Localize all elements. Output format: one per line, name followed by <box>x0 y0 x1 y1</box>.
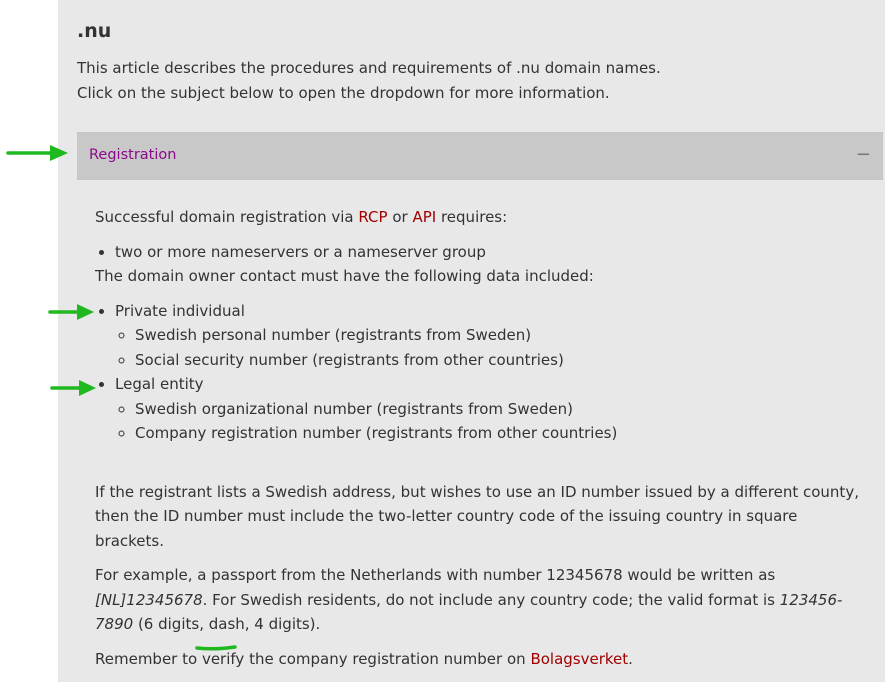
verify-link[interactable]: verify <box>201 649 245 668</box>
accordion-registration-header[interactable] <box>77 132 883 180</box>
rcp-link[interactable]: RCP <box>358 208 388 226</box>
list-item: ◦ Social security number (registrants from other countries) <box>135 348 865 373</box>
owner-contact-text: The domain owner contact must have the following data included: <box>95 267 594 285</box>
bolagsverket-link[interactable]: Bolagsverket <box>530 649 629 668</box>
list-item: ◦ Company registration number (registrants from other countries) <box>135 421 865 446</box>
accordion-title: Registration <box>89 147 177 163</box>
text: the company registration number on <box>244 649 531 668</box>
intro-text <box>77 56 857 106</box>
api-link[interactable]: API <box>412 208 437 226</box>
annotation-arrow-icon <box>48 302 96 322</box>
owner-data-list <box>95 299 865 446</box>
requirements-intro <box>95 205 865 230</box>
text: (6 digits, dash, 4 digits). <box>133 615 321 633</box>
annotation-arrow-icon <box>50 378 98 398</box>
collapse-icon[interactable]: − <box>855 144 871 165</box>
text: . <box>628 649 633 668</box>
list-item: ◦ Swedish organizational number (registrants from Sweden) <box>135 397 865 422</box>
accordion-content <box>95 205 865 671</box>
annotation-underline <box>195 644 237 652</box>
text: . For Swedish residents, do not include any country code; the valid format is <box>202 590 780 609</box>
annotation-arrow-icon <box>6 143 70 163</box>
list-item-legal <box>115 372 865 446</box>
intro-line-1: This article describes the procedures and requirements of .nu domain names. <box>77 59 661 77</box>
list-item: • two or more nameservers or a nameserver group <box>115 240 865 265</box>
legal-sublist <box>115 397 865 446</box>
list-item-label: Legal entity <box>115 375 204 393</box>
text: For example, a passport from the Netherlands with number 12345678 would be written as <box>95 566 776 584</box>
example-text <box>95 563 865 637</box>
example-format: 123456-7890 <box>95 590 843 633</box>
intro-line-2: Click on the subject below to open the dropdown for more information. <box>77 84 610 102</box>
swedish-address-text: If the registrant lists a Swedish address, but wishes to use an ID number issued by a different county, then the ID number must include the two-letter country code of the issuing country in square brackets. <box>95 482 859 550</box>
list-item-private <box>115 299 865 373</box>
text: or <box>387 208 413 226</box>
example-id: [NL]12345678 <box>95 590 203 609</box>
private-sublist <box>115 323 865 372</box>
text: Remember to <box>95 649 202 668</box>
text: Successful domain registration via <box>95 208 359 226</box>
text: requires: <box>436 208 508 226</box>
page-title: .nu <box>77 20 112 42</box>
list-item: ◦ Swedish personal number (registrants from Sweden) <box>135 323 865 348</box>
list-item-label: Private individual <box>115 301 245 320</box>
requirements-list <box>95 240 865 265</box>
